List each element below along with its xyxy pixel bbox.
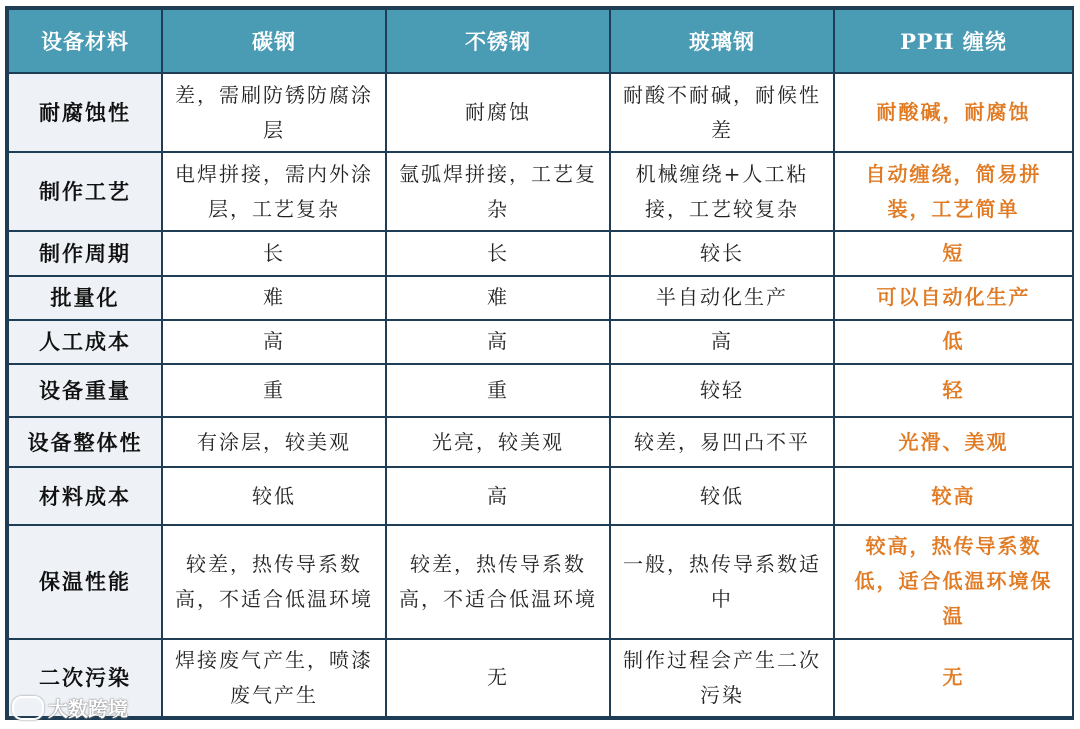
table-row <box>9 232 1072 274</box>
table-cell: 长 <box>163 232 385 274</box>
table-row <box>9 321 1072 363</box>
table-cell: 无 <box>387 640 609 716</box>
table-cell: 光亮，较美观 <box>387 418 609 466</box>
table-cell: 较差，易凹凸不平 <box>611 418 833 466</box>
table-cell-pph: 低 <box>835 321 1072 363</box>
row-label: 设备重量 <box>9 365 161 416</box>
table-cell: 高 <box>611 321 833 363</box>
table-row <box>9 365 1072 416</box>
table-cell: 高 <box>387 321 609 363</box>
table-cell-pph: 自动缠绕，简易拼装，工艺简单 <box>835 153 1072 230</box>
table-cell: 氩弧焊拼接，工艺复杂 <box>387 153 609 230</box>
watermark-text: 大数跨境 <box>48 697 128 721</box>
header-frp: 玻璃钢 <box>611 10 833 72</box>
table-cell-pph: 耐酸碱，耐腐蚀 <box>835 74 1072 151</box>
header-carbon-steel: 碳钢 <box>163 10 385 72</box>
table-row <box>9 468 1072 524</box>
table-cell: 机械缠绕+人工粘接，工艺较复杂 <box>611 153 833 230</box>
header-stainless-steel: 不锈钢 <box>387 10 609 72</box>
row-label: 人工成本 <box>9 321 161 363</box>
table-cell: 耐酸不耐碱，耐候性差 <box>611 74 833 151</box>
row-label: 制作工艺 <box>9 153 161 230</box>
row-label: 制作周期 <box>9 232 161 274</box>
table-row <box>9 153 1072 230</box>
table-cell: 有涂层，较美观 <box>163 418 385 466</box>
table-row <box>9 277 1072 319</box>
table-cell: 较低 <box>163 468 385 524</box>
watermark-logo-icon <box>12 696 44 720</box>
table-cell: 重 <box>387 365 609 416</box>
table-cell: 较轻 <box>611 365 833 416</box>
table-cell: 重 <box>163 365 385 416</box>
table-cell: 较低 <box>611 468 833 524</box>
table-cell: 差，需刷防锈防腐涂层 <box>163 74 385 151</box>
row-label: 设备整体性 <box>9 418 161 466</box>
row-label: 保温性能 <box>9 526 161 637</box>
row-label: 二次污染 <box>9 640 161 716</box>
table-cell-pph: 较高 <box>835 468 1072 524</box>
table-cell: 耐腐蚀 <box>387 74 609 151</box>
table-cell: 长 <box>387 232 609 274</box>
header-pph: PPH 缠绕 <box>835 10 1072 72</box>
table-cell-pph: 可以自动化生产 <box>835 277 1072 319</box>
row-label: 耐腐蚀性 <box>9 74 161 151</box>
table-cell-pph: 轻 <box>835 365 1072 416</box>
table-cell: 制作过程会产生二次污染 <box>611 640 833 716</box>
table-row <box>9 526 1072 637</box>
row-label: 材料成本 <box>9 468 161 524</box>
table-cell: 高 <box>387 468 609 524</box>
table-cell: 电焊拼接，需内外涂层，工艺复杂 <box>163 153 385 230</box>
table-cell: 难 <box>163 277 385 319</box>
table-cell: 高 <box>163 321 385 363</box>
row-label: 批量化 <box>9 277 161 319</box>
table-cell: 较长 <box>611 232 833 274</box>
table-cell: 较差，热传导系数高，不适合低温环境 <box>163 526 385 637</box>
table-cell: 难 <box>387 277 609 319</box>
table-cell-pph: 短 <box>835 232 1072 274</box>
table-cell-pph: 较高，热传导系数低，适合低温环境保温 <box>835 526 1072 637</box>
header-row <box>9 10 1072 72</box>
table-cell: 半自动化生产 <box>611 277 833 319</box>
table-cell: 较差，热传导系数高，不适合低温环境 <box>387 526 609 637</box>
table-cell-pph: 无 <box>835 640 1072 716</box>
table-cell-pph: 光滑、美观 <box>835 418 1072 466</box>
comparison-table <box>7 8 1074 718</box>
header-material: 设备材料 <box>9 10 161 72</box>
table-row <box>9 74 1072 151</box>
table-row <box>9 418 1072 466</box>
table-cell: 焊接废气产生，喷漆废气产生 <box>163 640 385 716</box>
table-row <box>9 640 1072 716</box>
watermark <box>12 693 128 722</box>
table-cell: 一般，热传导系数适中 <box>611 526 833 637</box>
